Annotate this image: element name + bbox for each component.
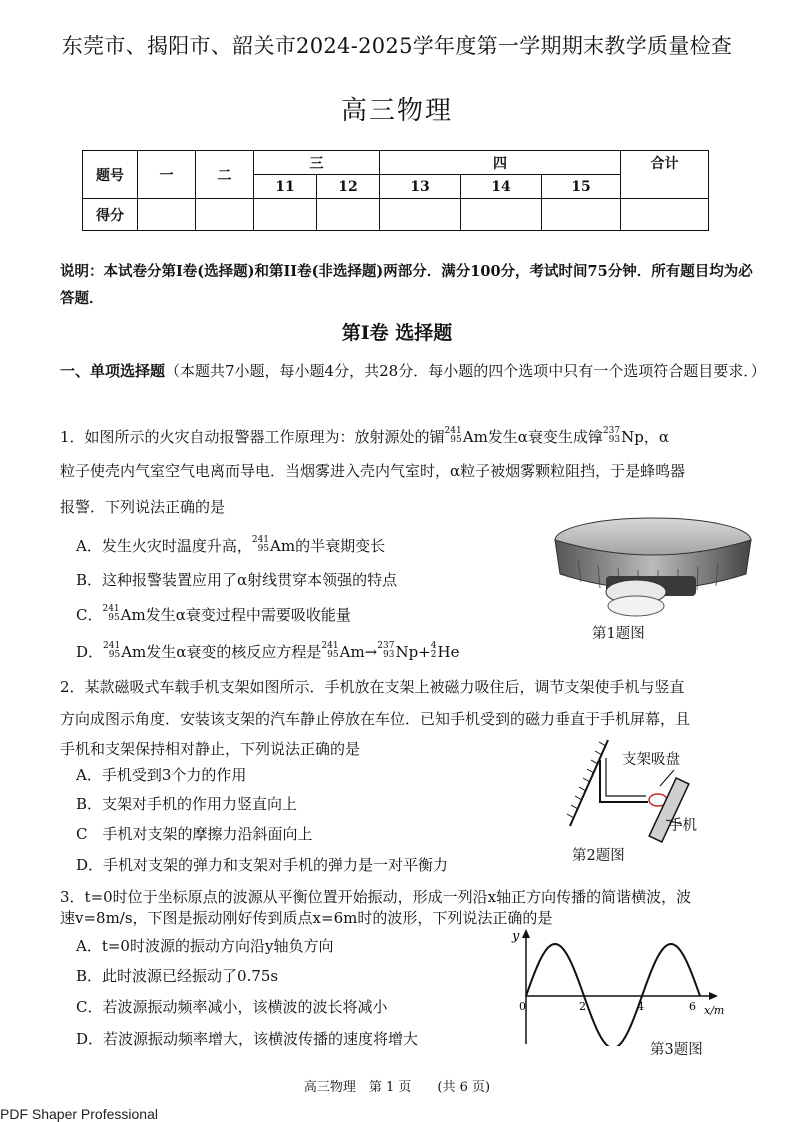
score-cell[interactable]	[542, 199, 621, 231]
q3-option-d[interactable]: D．若波源振动频率增大，该横波传播的速度将增大	[76, 1030, 419, 1048]
nuclide-np-symbol: Np	[621, 428, 644, 446]
tick-2: 2	[579, 1000, 586, 1013]
part1-heading	[60, 356, 772, 386]
score-cell[interactable]	[196, 199, 254, 231]
score-table-q15: 15	[542, 175, 621, 199]
axis-label-x: x/m	[704, 1004, 725, 1017]
watermark-text: PDF Shaper Professional	[0, 1106, 158, 1122]
q3-option-c[interactable]: C．若波源振动频率减小，该横波的波长将减小	[76, 998, 388, 1016]
nuclide-am-index: 241 95	[444, 426, 462, 445]
q2-figure-caption: 第2题图	[572, 848, 625, 864]
wave-curve	[526, 944, 700, 1046]
q1-figure-caption: 第1题图	[592, 626, 645, 642]
exam-subject: 高三物理	[340, 96, 453, 126]
score-table-q12: 12	[317, 175, 380, 199]
tick-0: 0	[519, 1000, 526, 1013]
q3-stem-line1: 3．t=0时位于坐标原点的波源从平衡位置开始振动，形成一列沿x轴正方向传播的简谐横波，波	[60, 888, 692, 906]
q3-option-b[interactable]: B．此时波源已经振动了0.75s	[76, 967, 279, 985]
q1-text: ，α	[643, 428, 669, 446]
q1-text: 发生α衰变生成镎	[487, 428, 603, 446]
q2-option-a[interactable]: A．手机受到3个力的作用	[76, 766, 247, 784]
score-cell[interactable]	[621, 199, 709, 231]
score-table-col-1: 一	[138, 151, 196, 199]
q2-stem-line1: 2．某款磁吸式车载手机支架如图所示．手机放在支架上被磁力吸住后，调节支架使手机与竖直	[60, 678, 685, 696]
score-table-col-2: 二	[196, 151, 254, 199]
q2-option-d[interactable]: D．手机对支架的弹力和支架对手机的弹力是一对平衡力	[76, 856, 449, 874]
score-table	[82, 150, 709, 231]
smoke-detector-figure	[548, 512, 758, 622]
q1-stem-line2: 粒子使壳内气室空气电离而导电．当烟雾进入壳内气室时，α粒子被烟雾颗粒阻挡，于是蜂鸣器	[60, 462, 686, 480]
y-axis-arrow	[522, 929, 530, 938]
q1-text: 1．如图所示的火灾自动报警器工作原理为：放射源处的镅	[60, 428, 445, 446]
score-cell[interactable]	[461, 199, 542, 231]
part1-heading-text: （本题共7小题，每小题4分，共28分．每小题的四个选项中只有一个选项符合题目要求．）	[165, 362, 766, 380]
q2-option-c[interactable]: C 手机对支架的摩擦力沿斜面向上	[76, 825, 313, 843]
q2-label-phone: 手机	[668, 818, 697, 834]
score-table-group-3: 三	[254, 151, 380, 175]
axis-label-y: y	[512, 929, 520, 944]
exam-header-title: 东莞市、揭阳市、韶关市2024-2025学年度第一学期期末教学质量检查	[61, 34, 733, 58]
section-title: 第I卷 选择题	[341, 322, 453, 344]
part1-heading-label: 一、单项选择题	[60, 362, 166, 380]
score-cell[interactable]	[138, 199, 196, 231]
page-footer: 高三物理 第 1 页 (共 6 页)	[303, 1080, 491, 1095]
q1-option-b[interactable]: B．这种报警装置应用了α射线贯穿本领强的特点	[76, 571, 398, 589]
score-table-q11: 11	[254, 175, 317, 199]
score-cell[interactable]	[254, 199, 317, 231]
exam-notice: 说明：本试卷分第I卷(选择题)和第II卷(非选择题)两部分．满分100分，考试时间75分钟．所有题目均为必答题．	[60, 263, 753, 307]
x-axis-arrow	[709, 992, 718, 1000]
wave-graph	[508, 926, 738, 1046]
nuclide-np-index: 237 93	[602, 426, 621, 445]
tick-6: 6	[689, 1000, 696, 1013]
q3-figure-caption: 第3题图	[650, 1042, 703, 1058]
q2-stem-line2: 方向成图示角度．安装该支架的汽车静止停放在车位．已知手机受到的磁力垂直于手机屏幕，且	[60, 710, 691, 728]
nuclide-am-symbol: Am	[462, 428, 488, 446]
q2-stem-line3: 手机和支架保持相对静止，下列说法正确的是	[60, 740, 361, 758]
score-table-question-label: 题号	[83, 151, 138, 199]
score-table-total: 合计	[621, 151, 709, 199]
tick-4: 4	[637, 1000, 644, 1013]
q1-option-a[interactable]: A．发生火灾时温度升高， 241 95 Am的半衰期变长	[76, 535, 386, 555]
q2-option-b[interactable]: B．支架对手机的作用力竖直向上	[76, 795, 298, 813]
q3-option-a[interactable]: A．t=0时波源的振动方向沿y轴负方向	[76, 937, 334, 955]
q3-stem-line2: 速v=8m/s，下图是振动刚好传到质点x=6m时的波形，下列说法正确的是	[60, 909, 553, 927]
score-table-score-label: 得分	[83, 199, 138, 231]
score-cell[interactable]	[380, 199, 461, 231]
q1-option-d[interactable]: D． 241 95 Am发生α衰变的核反应方程是 241 95 Am→ 237 93 Np+ 4 2 He	[76, 641, 460, 661]
q2-label-mount: 支架吸盘	[622, 752, 680, 768]
score-table-q14: 14	[461, 175, 542, 199]
score-table-group-4: 四	[380, 151, 621, 175]
q1-stem-line3: 报警．下列说法正确的是	[60, 498, 226, 516]
score-cell[interactable]	[317, 199, 380, 231]
q1-option-c[interactable]: C． 241 95 Am发生α衰变过程中需要吸收能量	[76, 604, 351, 624]
q1-stem-line1	[60, 422, 772, 452]
score-table-q13: 13	[380, 175, 461, 199]
